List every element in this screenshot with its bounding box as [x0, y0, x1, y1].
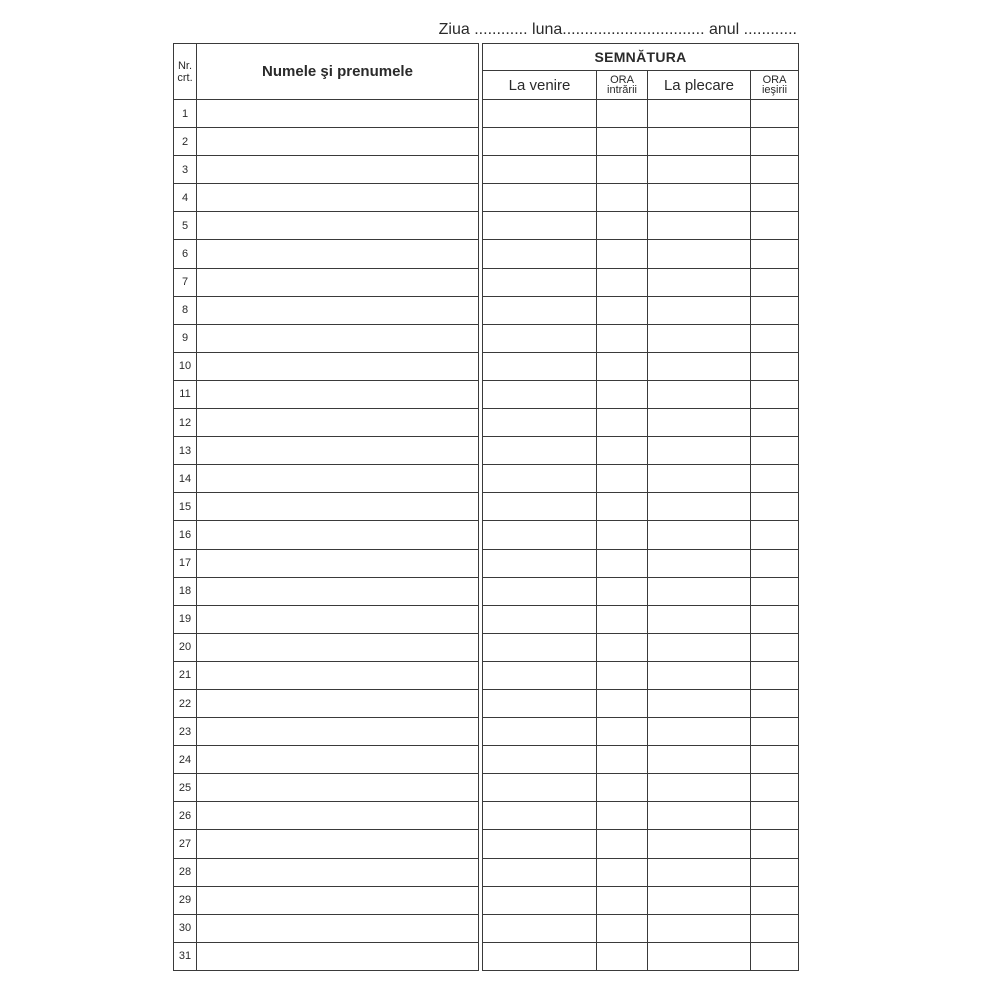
arrival-signature-cell[interactable]	[483, 942, 597, 970]
arrival-signature-cell[interactable]	[483, 661, 597, 689]
table-row	[174, 942, 479, 970]
arrival-signature-cell[interactable]	[483, 886, 597, 914]
departure-signature-cell[interactable]	[648, 577, 751, 605]
table-row	[483, 858, 799, 886]
exit-hour-cell[interactable]	[751, 212, 799, 240]
table-row	[174, 914, 479, 942]
exit-hour-line2: ieşirii	[761, 84, 788, 96]
entry-hour-cell[interactable]	[597, 746, 648, 774]
entry-hour-cell[interactable]	[597, 886, 648, 914]
table-row	[483, 184, 799, 212]
entry-hour-cell[interactable]	[597, 493, 648, 521]
table-row	[174, 437, 479, 465]
row-number: 27	[174, 830, 197, 858]
name-cell[interactable]	[197, 689, 479, 717]
arrival-signature-cell[interactable]	[483, 156, 597, 184]
name-cell[interactable]	[197, 549, 479, 577]
departure-signature-cell[interactable]	[648, 240, 751, 268]
table-row	[483, 324, 799, 352]
exit-hour-cell[interactable]	[751, 324, 799, 352]
arrival-signature-cell[interactable]	[483, 493, 597, 521]
row-number: 11	[174, 380, 197, 408]
entry-hour-cell[interactable]	[597, 240, 648, 268]
exit-hour-cell[interactable]	[751, 774, 799, 802]
entry-hour-cell[interactable]	[597, 380, 648, 408]
entry-hour-cell[interactable]	[597, 858, 648, 886]
entry-hour-cell[interactable]	[597, 184, 648, 212]
entry-hour-cell[interactable]	[597, 156, 648, 184]
exit-hour-cell[interactable]	[751, 914, 799, 942]
arrival-signature-cell[interactable]	[483, 718, 597, 746]
arrival-signature-cell[interactable]	[483, 409, 597, 437]
name-cell[interactable]	[197, 493, 479, 521]
entry-hour-cell[interactable]	[597, 633, 648, 661]
name-cell[interactable]	[197, 324, 479, 352]
departure-signature-cell[interactable]	[648, 156, 751, 184]
table-row	[174, 493, 479, 521]
departure-header: La plecare	[648, 71, 751, 100]
exit-hour-cell[interactable]	[751, 746, 799, 774]
row-number: 19	[174, 605, 197, 633]
name-cell[interactable]	[197, 914, 479, 942]
row-number: 13	[174, 437, 197, 465]
table-row	[483, 886, 799, 914]
departure-signature-cell[interactable]	[648, 380, 751, 408]
departure-signature-cell[interactable]	[648, 718, 751, 746]
table-row	[483, 437, 799, 465]
table-row	[483, 774, 799, 802]
arrival-signature-cell[interactable]	[483, 296, 597, 324]
arrival-signature-cell[interactable]	[483, 746, 597, 774]
departure-signature-cell[interactable]	[648, 886, 751, 914]
table-row	[174, 128, 479, 156]
table-row	[483, 296, 799, 324]
table-row	[483, 689, 799, 717]
entry-hour-cell[interactable]	[597, 577, 648, 605]
entry-hour-line2: intrării	[607, 84, 637, 96]
arrival-signature-cell[interactable]	[483, 100, 597, 128]
arrival-signature-cell[interactable]	[483, 352, 597, 380]
row-number: 22	[174, 689, 197, 717]
arrival-signature-cell[interactable]	[483, 577, 597, 605]
table-row	[174, 296, 479, 324]
table-row	[483, 380, 799, 408]
table-row	[483, 465, 799, 493]
arrival-signature-cell[interactable]	[483, 802, 597, 830]
row-number: 12	[174, 409, 197, 437]
departure-signature-cell[interactable]	[648, 184, 751, 212]
signature-header: SEMNĂTURA	[483, 44, 799, 71]
row-number: 8	[174, 296, 197, 324]
name-cell[interactable]	[197, 746, 479, 774]
exit-hour-cell[interactable]	[751, 156, 799, 184]
departure-signature-cell[interactable]	[648, 942, 751, 970]
departure-signature-cell[interactable]	[648, 100, 751, 128]
name-cell[interactable]	[197, 521, 479, 549]
table-row	[483, 268, 799, 296]
table-row	[174, 633, 479, 661]
departure-signature-cell[interactable]	[648, 521, 751, 549]
name-cell[interactable]	[197, 100, 479, 128]
row-number: 24	[174, 746, 197, 774]
entry-hour-cell[interactable]	[597, 437, 648, 465]
nr-header-line1: Nr.	[177, 59, 193, 72]
entry-hour-cell[interactable]	[597, 128, 648, 156]
row-number: 5	[174, 212, 197, 240]
row-number: 16	[174, 521, 197, 549]
name-cell[interactable]	[197, 577, 479, 605]
name-cell[interactable]	[197, 212, 479, 240]
exit-hour-cell[interactable]	[751, 633, 799, 661]
exit-hour-cell[interactable]	[751, 802, 799, 830]
name-cell[interactable]	[197, 409, 479, 437]
arrival-signature-cell[interactable]	[483, 465, 597, 493]
name-cell[interactable]	[197, 240, 479, 268]
entry-hour-cell[interactable]	[597, 409, 648, 437]
departure-signature-cell[interactable]	[648, 802, 751, 830]
exit-hour-cell[interactable]	[751, 605, 799, 633]
exit-hour-cell[interactable]	[751, 296, 799, 324]
departure-signature-cell[interactable]	[648, 352, 751, 380]
name-cell[interactable]	[197, 858, 479, 886]
table-row	[174, 605, 479, 633]
exit-hour-cell[interactable]	[751, 437, 799, 465]
departure-signature-cell[interactable]	[648, 296, 751, 324]
departure-signature-cell[interactable]	[648, 858, 751, 886]
arrival-signature-cell[interactable]	[483, 184, 597, 212]
row-number: 2	[174, 128, 197, 156]
departure-signature-cell[interactable]	[648, 605, 751, 633]
departure-signature-cell[interactable]	[648, 830, 751, 858]
name-cell[interactable]	[197, 296, 479, 324]
table-row	[483, 240, 799, 268]
departure-signature-cell[interactable]	[648, 774, 751, 802]
name-cell[interactable]	[197, 268, 479, 296]
name-cell[interactable]	[197, 942, 479, 970]
table-row	[174, 661, 479, 689]
name-cell[interactable]	[197, 380, 479, 408]
departure-signature-cell[interactable]	[648, 212, 751, 240]
exit-hour-cell[interactable]	[751, 577, 799, 605]
table-row	[483, 493, 799, 521]
table-row	[174, 324, 479, 352]
table-row	[174, 858, 479, 886]
exit-hour-cell[interactable]	[751, 352, 799, 380]
table-row	[483, 409, 799, 437]
departure-signature-cell[interactable]	[648, 661, 751, 689]
exit-hour-cell[interactable]	[751, 128, 799, 156]
exit-hour-cell[interactable]	[751, 409, 799, 437]
names-table	[173, 43, 479, 971]
arrival-signature-cell[interactable]	[483, 128, 597, 156]
arrival-signature-cell[interactable]	[483, 212, 597, 240]
row-number: 4	[174, 184, 197, 212]
departure-signature-cell[interactable]	[648, 324, 751, 352]
name-cell[interactable]	[197, 661, 479, 689]
departure-signature-cell[interactable]	[648, 633, 751, 661]
departure-signature-cell[interactable]	[648, 128, 751, 156]
departure-signature-cell[interactable]	[648, 268, 751, 296]
exit-hour-cell[interactable]	[751, 858, 799, 886]
table-row	[174, 718, 479, 746]
arrival-signature-cell[interactable]	[483, 914, 597, 942]
arrival-signature-cell[interactable]	[483, 605, 597, 633]
row-number: 17	[174, 549, 197, 577]
table-row	[483, 661, 799, 689]
name-cell[interactable]	[197, 128, 479, 156]
entry-hour-cell[interactable]	[597, 689, 648, 717]
table-row	[174, 746, 479, 774]
entry-hour-cell[interactable]	[597, 296, 648, 324]
table-row	[483, 521, 799, 549]
row-number: 26	[174, 802, 197, 830]
departure-signature-cell[interactable]	[648, 549, 751, 577]
entry-hour-cell[interactable]	[597, 268, 648, 296]
name-cell[interactable]	[197, 437, 479, 465]
name-cell[interactable]	[197, 774, 479, 802]
entry-hour-cell[interactable]	[597, 324, 648, 352]
entry-hour-line1: ORA	[610, 74, 634, 86]
table-row	[174, 830, 479, 858]
table-row	[483, 942, 799, 970]
table-row	[174, 774, 479, 802]
name-cell[interactable]	[197, 465, 479, 493]
arrival-signature-cell[interactable]	[483, 858, 597, 886]
table-row	[483, 100, 799, 128]
exit-hour-cell[interactable]	[751, 886, 799, 914]
table-row	[174, 240, 479, 268]
table-row	[483, 830, 799, 858]
row-number: 10	[174, 352, 197, 380]
entry-hour-cell[interactable]	[597, 718, 648, 746]
exit-hour-line1: ORA	[762, 74, 787, 86]
table-row	[174, 268, 479, 296]
row-number: 14	[174, 465, 197, 493]
entry-hour-cell[interactable]	[597, 914, 648, 942]
name-cell[interactable]	[197, 886, 479, 914]
row-number: 1	[174, 100, 197, 128]
name-cell[interactable]	[197, 352, 479, 380]
table-row	[483, 212, 799, 240]
name-cell[interactable]	[197, 718, 479, 746]
exit-hour-cell[interactable]	[751, 549, 799, 577]
row-number: 20	[174, 633, 197, 661]
entry-hour-cell[interactable]	[597, 774, 648, 802]
arrival-signature-cell[interactable]	[483, 521, 597, 549]
arrival-header: La venire	[483, 71, 597, 100]
departure-signature-cell[interactable]	[648, 437, 751, 465]
table-row	[483, 549, 799, 577]
departure-signature-cell[interactable]	[648, 689, 751, 717]
exit-hour-cell[interactable]	[751, 240, 799, 268]
exit-hour-cell[interactable]	[751, 380, 799, 408]
entry-hour-cell[interactable]	[597, 212, 648, 240]
table-row	[174, 886, 479, 914]
table-row	[174, 380, 479, 408]
signature-table	[482, 43, 799, 971]
row-number: 31	[174, 942, 197, 970]
entry-hour-cell[interactable]	[597, 549, 648, 577]
table-row	[174, 100, 479, 128]
arrival-signature-cell[interactable]	[483, 689, 597, 717]
arrival-signature-cell[interactable]	[483, 830, 597, 858]
table-row	[483, 605, 799, 633]
table-row	[174, 549, 479, 577]
name-cell[interactable]	[197, 633, 479, 661]
name-cell[interactable]	[197, 184, 479, 212]
table-row	[483, 746, 799, 774]
row-number: 21	[174, 661, 197, 689]
exit-hour-cell[interactable]	[751, 465, 799, 493]
table-row	[483, 577, 799, 605]
table-row	[174, 689, 479, 717]
entry-hour-header	[597, 71, 648, 100]
entry-hour-cell[interactable]	[597, 830, 648, 858]
entry-hour-cell[interactable]	[597, 521, 648, 549]
entry-hour-cell[interactable]	[597, 802, 648, 830]
table-row	[174, 465, 479, 493]
table-row	[174, 156, 479, 184]
nr-header-line2: crt.	[177, 71, 193, 84]
entry-hour-cell[interactable]	[597, 352, 648, 380]
arrival-signature-cell[interactable]	[483, 549, 597, 577]
row-number: 9	[174, 324, 197, 352]
name-cell[interactable]	[197, 156, 479, 184]
name-cell[interactable]	[197, 830, 479, 858]
entry-hour-cell[interactable]	[597, 465, 648, 493]
table-row	[483, 633, 799, 661]
arrival-signature-cell[interactable]	[483, 240, 597, 268]
table-row	[483, 352, 799, 380]
exit-hour-header	[751, 71, 799, 100]
exit-hour-cell[interactable]	[751, 521, 799, 549]
name-header: Numele şi prenumele	[197, 44, 479, 100]
table-row	[174, 184, 479, 212]
arrival-signature-cell[interactable]	[483, 774, 597, 802]
date-line: Ziua ............ luna................................ anul ............	[438, 21, 797, 38]
exit-hour-cell[interactable]	[751, 830, 799, 858]
table-row	[483, 802, 799, 830]
exit-hour-cell[interactable]	[751, 100, 799, 128]
table-row	[174, 409, 479, 437]
arrival-signature-cell[interactable]	[483, 633, 597, 661]
table-row	[483, 128, 799, 156]
name-cell[interactable]	[197, 802, 479, 830]
row-number: 18	[174, 577, 197, 605]
entry-hour-cell[interactable]	[597, 100, 648, 128]
table-row	[174, 521, 479, 549]
departure-signature-cell[interactable]	[648, 914, 751, 942]
row-number: 15	[174, 493, 197, 521]
table-row	[483, 156, 799, 184]
entry-hour-cell[interactable]	[597, 661, 648, 689]
arrival-signature-cell[interactable]	[483, 437, 597, 465]
exit-hour-cell[interactable]	[751, 689, 799, 717]
exit-hour-cell[interactable]	[751, 661, 799, 689]
table-row	[174, 352, 479, 380]
departure-signature-cell[interactable]	[648, 493, 751, 521]
arrival-signature-cell[interactable]	[483, 380, 597, 408]
row-number: 7	[174, 268, 197, 296]
exit-hour-cell[interactable]	[751, 942, 799, 970]
row-number: 29	[174, 886, 197, 914]
row-number: 30	[174, 914, 197, 942]
row-number: 25	[174, 774, 197, 802]
exit-hour-cell[interactable]	[751, 493, 799, 521]
row-number: 28	[174, 858, 197, 886]
exit-hour-cell[interactable]	[751, 184, 799, 212]
table-row	[174, 212, 479, 240]
table-row	[174, 577, 479, 605]
table-row	[483, 914, 799, 942]
row-number: 23	[174, 718, 197, 746]
table-row	[174, 802, 479, 830]
entry-hour-cell[interactable]	[597, 605, 648, 633]
nr-crt-header	[174, 44, 197, 100]
departure-signature-cell[interactable]	[648, 465, 751, 493]
departure-signature-cell[interactable]	[648, 746, 751, 774]
name-cell[interactable]	[197, 605, 479, 633]
exit-hour-cell[interactable]	[751, 718, 799, 746]
entry-hour-cell[interactable]	[597, 942, 648, 970]
arrival-signature-cell[interactable]	[483, 268, 597, 296]
row-number: 3	[174, 156, 197, 184]
row-number: 6	[174, 240, 197, 268]
departure-signature-cell[interactable]	[648, 409, 751, 437]
arrival-signature-cell[interactable]	[483, 324, 597, 352]
table-row	[483, 718, 799, 746]
exit-hour-cell[interactable]	[751, 268, 799, 296]
